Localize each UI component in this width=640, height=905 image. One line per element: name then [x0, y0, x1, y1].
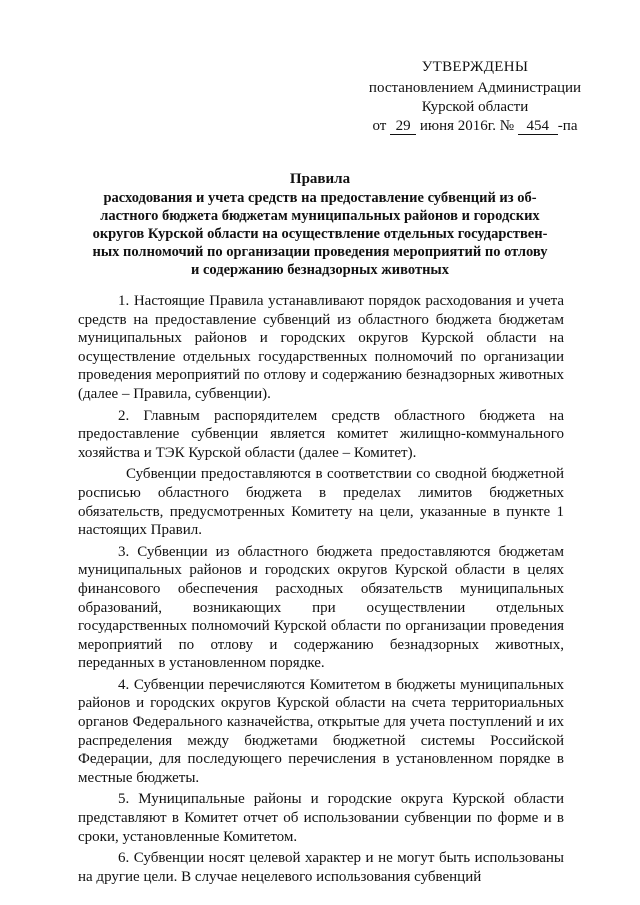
- paragraph-1: 1. Настоящие Правила устанавливают порядок расходования и учета средств на предоставление субвенций из областного бюджета бюджетам муниципальных районов и городских округов Курской области на осуществление отдельных государственных полномочий по организации проведения мероприятий по отлову и содержанию безнадзорных животных (далее – Правила, субвенции).: [78, 293, 564, 402]
- approval-date-line: [330, 117, 620, 136]
- approval-number: 454: [518, 119, 558, 135]
- paragraph-2: 2. Главным распорядителем средств областного бюджета на предоставление субвенции является комитет жилищно-коммунального хозяйства и ТЭК Курской области (далее – Комитет).: [78, 407, 564, 461]
- paragraph-3: 3. Субвенции из областного бюджета предоставляются бюджетам муниципальных районов и городских округов Курской области в целях финансового обеспечения расходных обязательств муниципальных образований, возникающих при осуществлении отдельных государственных полномочий Курской области по организации проведения мероприятий по отлову и содержанию безнадзорных животных, переданных в установленном порядке.: [78, 543, 564, 672]
- title-line: и содержанию безнадзорных животных: [190, 262, 449, 278]
- approval-stamp: [330, 58, 620, 136]
- document-title: [70, 170, 570, 279]
- title-line: округов Курской области на осуществление отдельных государствен-: [92, 226, 548, 242]
- title-line: ных полномочий по организации проведения мероприятий по отлову: [92, 244, 548, 260]
- approval-line-1: постановлением Администрации: [368, 80, 582, 96]
- approval-date-prefix: от: [372, 118, 387, 134]
- approval-date-middle: июня 2016г. №: [419, 118, 515, 134]
- approval-day: 29: [390, 119, 416, 135]
- document-body: [78, 292, 564, 889]
- paragraph-subvention-budget: Субвенции предоставляются в соответствии со сводной бюджетной росписью областного бюджета в пределах лимитов бюджетных обязательств, предусмотренных Комитету на цели, указанные в пункте 1 настоящих Правил.: [78, 466, 564, 539]
- paragraph-4: 4. Субвенции перечисляются Комитетом в бюджеты муниципальных районов и городских округов Курской области на счета территориальных органов Федерального казначейства, открытые для учета поступлений и их распределения между бюджетами бюджетной системы Российской Федерации, для последующего перечисления в установленном порядке в местные бюджеты.: [78, 676, 564, 786]
- title-line: расходования и учета средств на предоставление субвенций из об-: [103, 190, 537, 206]
- paragraph-5: 5. Муниципальные районы и городские округа Курской области представляют в Комитет отчет об использовании субвенции по форме и в сроки, установленные Комитетом.: [78, 791, 564, 845]
- title-main: Правила: [289, 171, 351, 187]
- approval-suffix: -па: [557, 118, 578, 134]
- approval-line-2: Курской области: [421, 99, 529, 115]
- paragraph-6: 6. Субвенции носят целевой характер и не могут быть использованы на другие цели. В случае нецелевого использования субвенций: [78, 850, 564, 885]
- approval-heading: УТВЕРЖДЕНЫ: [421, 59, 529, 75]
- title-line: ластного бюджета бюджетам муниципальных районов и городских: [100, 208, 540, 224]
